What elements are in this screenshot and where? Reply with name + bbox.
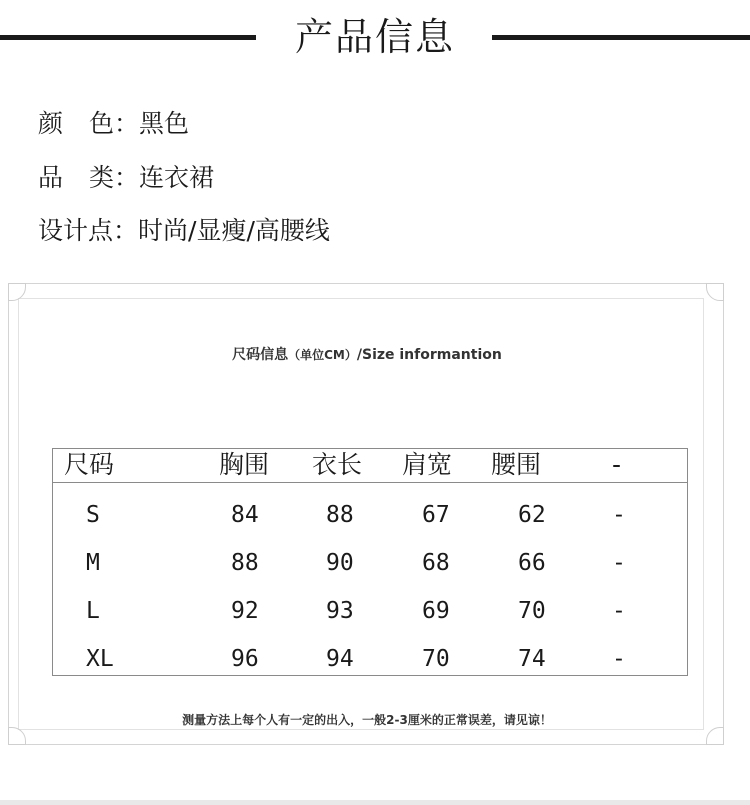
table-header-size: 尺码 xyxy=(64,450,115,479)
attr-color-sep: ： xyxy=(114,109,140,138)
table-cell: 94 xyxy=(326,646,354,672)
table-cell: 74 xyxy=(518,646,546,672)
table-cell: 88 xyxy=(326,502,354,528)
size-info-title-en: /Size informantion xyxy=(356,347,502,363)
table-cell: - xyxy=(612,646,626,672)
table-header-extra: - xyxy=(612,450,622,479)
table-cell: 90 xyxy=(326,550,354,576)
attr-design xyxy=(38,215,330,247)
table-cell: 70 xyxy=(518,598,546,624)
table-cell: L xyxy=(86,598,100,624)
size-info-title xyxy=(0,344,734,364)
header-rule-right xyxy=(492,35,750,40)
attr-design-value: 时尚/显瘦/高腰线 xyxy=(138,216,330,245)
table-cell: XL xyxy=(86,646,114,672)
table-header-chest: 胸围 xyxy=(219,450,270,479)
table-cell: - xyxy=(612,550,626,576)
attr-category-label: 品类 xyxy=(38,163,115,192)
table-cell: 84 xyxy=(231,502,259,528)
attr-category-value: 连衣裙 xyxy=(139,163,215,192)
table-cell: 69 xyxy=(422,598,450,624)
table-cell: - xyxy=(612,502,626,528)
table-cell: 66 xyxy=(518,550,546,576)
attr-category-sep: ： xyxy=(114,163,140,192)
table-cell: 92 xyxy=(231,598,259,624)
table-cell: 70 xyxy=(422,646,450,672)
table-header-length: 衣长 xyxy=(312,450,363,479)
table-cell: S xyxy=(86,502,100,528)
header-rule-left xyxy=(0,35,256,40)
table-header-waist: 腰围 xyxy=(491,450,542,479)
table-cell: 96 xyxy=(231,646,259,672)
table-cell: 62 xyxy=(518,502,546,528)
measurement-note: 测量方法上每个人有一定的出入，一般2-3厘米的正常误差，请见谅！ xyxy=(182,713,552,727)
table-cell: 67 xyxy=(422,502,450,528)
table-cell: 93 xyxy=(326,598,354,624)
size-table-header-divider xyxy=(52,482,688,483)
table-cell: - xyxy=(612,598,626,624)
table-header-shoulder: 肩宽 xyxy=(402,450,453,479)
table-cell: 68 xyxy=(422,550,450,576)
bottom-edge-strip xyxy=(0,800,750,805)
attr-color-value: 黑色 xyxy=(139,109,190,138)
size-info-unit: （单位CM） xyxy=(288,348,357,362)
attr-design-label: 设计点 xyxy=(38,216,114,245)
table-cell: 88 xyxy=(231,550,259,576)
attr-design-sep: ： xyxy=(113,216,139,245)
size-info-title-cn: 尺码信息 xyxy=(232,347,289,363)
section-title: 产品信息 xyxy=(294,15,455,59)
table-cell: M xyxy=(86,550,100,576)
attr-color-label: 颜色 xyxy=(38,109,115,138)
attr-color xyxy=(38,108,189,140)
attr-category xyxy=(38,162,214,194)
